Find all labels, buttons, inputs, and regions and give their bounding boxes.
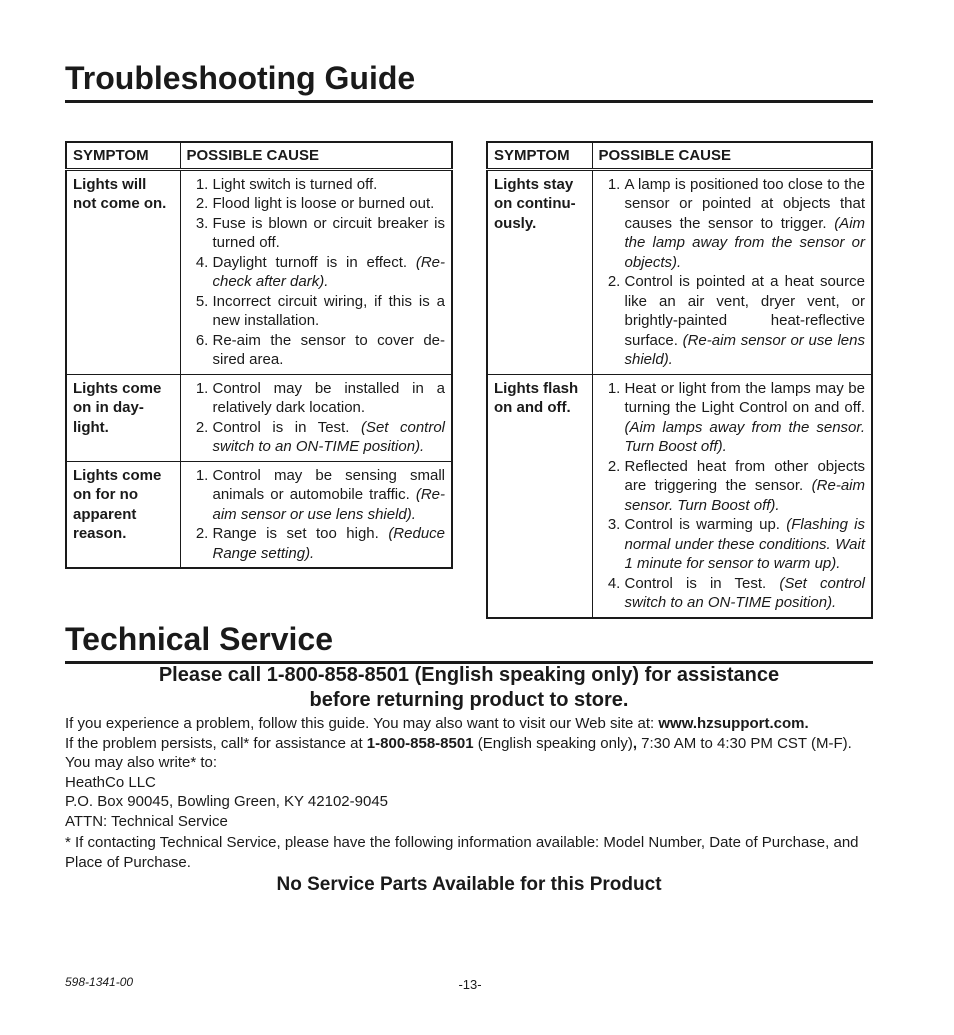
cause-text: Control may be sensing small animals or automobile traffic. [212,466,445,503]
cause-cell [180,169,452,374]
symptom-line: light. [73,418,109,436]
visit-text: If you experience a problem, follow this guide. You may also want to visit our Web site at: [65,715,659,732]
cause-item [213,194,446,214]
cause-remedy-note: (Re-aim sensor or use lens shield). [212,486,445,523]
cause-remedy-note: (Set control switch to an ON-TIME position). [212,418,446,455]
possible-cause-header: POSSIBLE CAUSE [592,142,872,169]
contact-footnote: * If contacting Technical Service, please have the following information available: Model Number, Date of Purchase, and Place of Purchase. [65,834,859,871]
address-line-attn: ATTN: Technical Service [65,812,228,830]
symptom-line: Lights come [73,466,162,484]
symptom-cell [66,169,180,374]
call-paragraph [65,734,873,773]
cause-item [213,418,446,457]
symptom-line: reason. [73,525,127,542]
call-text-comma: , [632,734,637,752]
cause-remedy-note: (Re-check after dark). [212,253,445,290]
symptom-line: ously. [494,214,537,232]
symptom-cell [66,374,180,461]
troubleshooting-table-right [486,141,873,619]
technical-service-body [65,714,873,872]
cause-text: Range is set too high. [212,525,379,542]
troubleshooting-table-left [65,141,453,569]
call-text-mid: (English speaking only) [473,734,633,752]
table-header-row [66,142,452,169]
cause-text: Flood light is loose or burned out. [212,195,435,212]
cause-remedy-note: (Aim the lamp away from the sensor or objects). [624,214,866,271]
cause-remedy-note: (Set control switch to an ON-TIME position). [624,574,865,611]
table-row [66,169,452,374]
cause-list [187,175,446,370]
address-line-company: HeathCo LLC [65,773,156,791]
symptom-line: Lights come [73,379,162,397]
no-service-parts-notice: No Service Parts Available for this Product [276,874,662,895]
call-text-pre: If the problem persists, call* for assistance at [65,734,367,752]
cause-item [213,175,446,195]
symptom-line: Lights flash [494,379,579,397]
symptom-line: apparent [73,505,137,523]
symptom-line: on for no [73,486,138,503]
cause-item [625,175,866,273]
cause-text: Control is in Test. [212,418,350,436]
table-row [66,461,452,568]
page-number: -13- [458,977,482,992]
cause-remedy-note: (Re-aim sensor. Turn Boost off). [624,477,865,514]
symptom-cell [487,374,592,618]
cause-remedy-note: (Flashing is normal under these conditions. Wait 1 minute for sensor to warm up). [624,516,865,572]
call-text-post: 7:30 AM to 4:30 PM CST (M-F). You may also write* to: [65,734,852,771]
cause-item [625,574,866,613]
callout-line-2: before returning product to store. [309,689,629,711]
cause-list [187,379,446,457]
cause-text: Light switch is turned off. [212,175,378,193]
cause-list [599,175,866,370]
cause-item [213,253,446,292]
symptom-line: Lights stay [494,175,574,193]
cause-remedy-note: (Aim lamps away from the sensor. Turn Boost off). [624,418,865,455]
cause-item [213,331,446,370]
cause-text: Control is warming up. [624,516,780,533]
cause-remedy-note: (Re-aim sensor or use lens shield). [624,331,865,368]
symptom-line: on and off. [494,399,571,416]
cause-text: Heat or light from the lamps may be turning the Light Control on and off. [624,379,865,416]
cause-text: Daylight turnoff is in effect. [212,253,408,271]
symptom-line: not come on. [73,195,167,212]
cause-text: Incorrect circuit wiring, if this is a new installation. [212,292,445,329]
symptom-line: Lights will [73,175,147,193]
cause-item [625,515,866,574]
technical-service-title: Technical Service [65,621,873,664]
cause-item [213,466,446,525]
cause-item [625,379,866,457]
table-row [66,374,452,461]
cause-item [213,524,446,563]
table-row [487,169,872,374]
cause-list [599,379,866,613]
cause-text: Control is pointed at a heat source like an air vent, dryer vent, or brightly-painted heat-reflective surface. [624,273,865,349]
support-website-link[interactable]: www.hzsupport.com. [658,715,809,732]
possible-cause-header: POSSIBLE CAUSE [180,142,452,169]
cause-text: Reflected heat from other objects are triggering the sensor. [624,457,865,494]
cause-text: Fuse is blown or circuit breaker is turned off. [212,214,445,251]
symptom-header: SYMPTOM [487,142,592,169]
table-header-row [487,142,872,169]
cause-text: Control may be installed in a relatively dark location. [212,379,445,416]
cause-item [213,379,446,418]
address-line-pobox: P.O. Box 90045, Bowling Green, KY 42102-9045 [65,793,389,810]
support-phone-number[interactable]: 1-800-858-8501 [366,734,474,752]
document-number: 598-1341-00 [65,975,134,989]
troubleshooting-title: Troubleshooting Guide [65,60,873,103]
cause-text: Control is in Test. [624,574,767,592]
cause-text: A lamp is positioned too close to the sensor or pointed at objects that causes the sensor to trigger. [624,175,865,232]
symptom-header: SYMPTOM [66,142,180,169]
symptom-cell [66,461,180,568]
cause-cell [180,374,452,461]
visit-paragraph [65,714,873,734]
cause-cell [592,374,872,618]
cause-text: Re-aim the sensor to cover de-sired area. [212,331,445,368]
cause-item [625,272,866,370]
symptom-cell [487,169,592,374]
assistance-callout [65,663,873,713]
cause-list [187,466,446,564]
symptom-line: on in day- [73,399,144,416]
cause-item [625,457,866,516]
cause-item [213,214,446,253]
cause-cell [180,461,452,568]
table-row [487,374,872,618]
cause-remedy-note: (Reduce Range setting). [212,525,446,562]
cause-cell [592,169,872,374]
cause-item [213,292,446,331]
symptom-line: on continu- [494,195,576,212]
callout-line-1: Please call 1-800-858-8501 (English speaking only) for assistance [158,664,780,686]
